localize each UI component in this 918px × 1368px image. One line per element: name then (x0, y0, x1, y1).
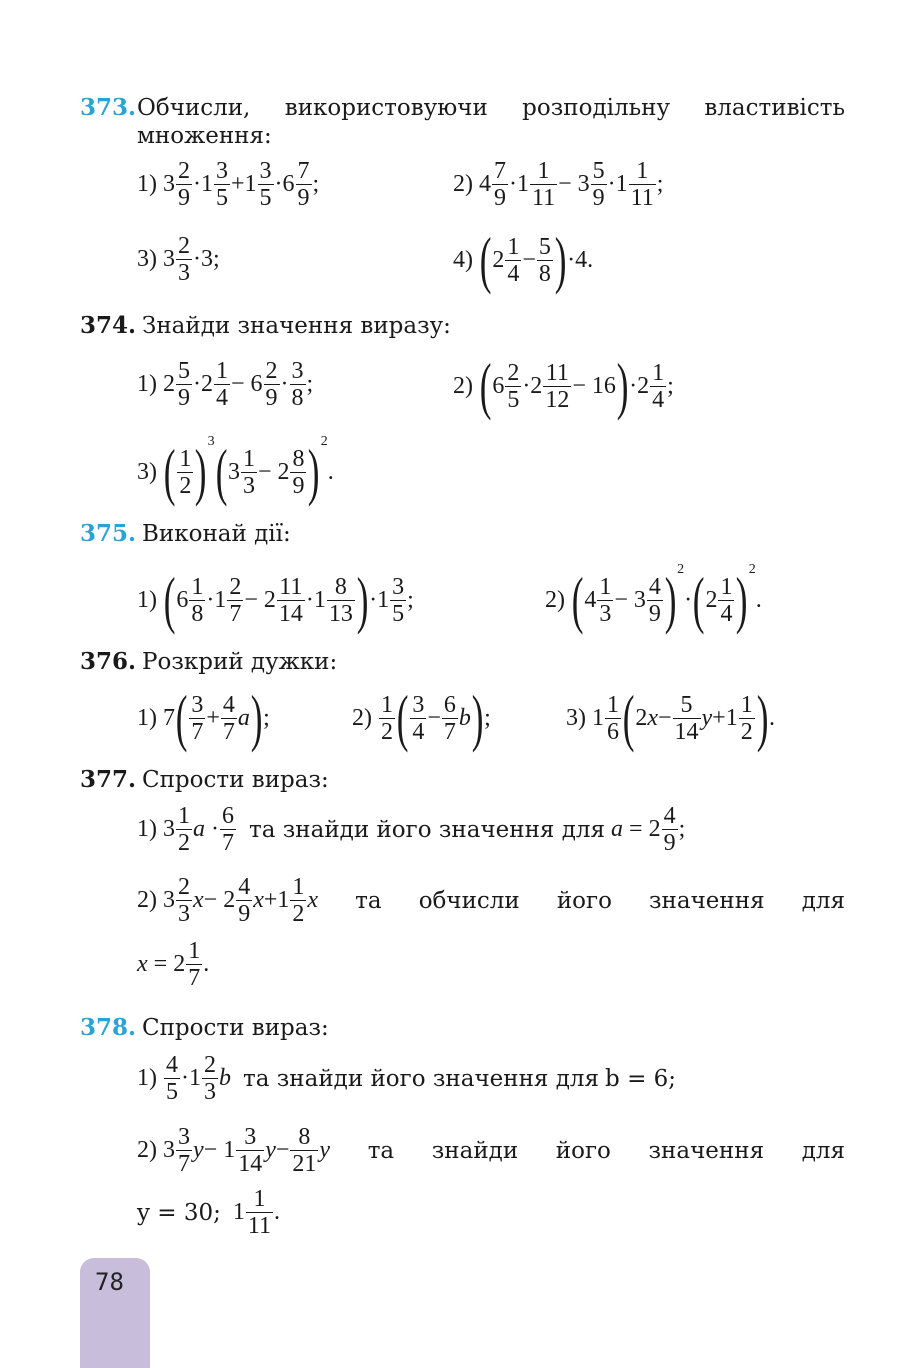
item-label: 2) (137, 887, 157, 913)
item-label: 3) (137, 458, 157, 485)
problem-number: 374. (80, 312, 137, 339)
text-word: та (367, 1137, 395, 1164)
problem-376-header (80, 648, 136, 676)
problem-377-item-2: 2) 3 $\frac{2}{3}$ x − 2 $\frac{4}{9}$ x +1 $\frac{1}{2}$ x та обчисли його значення для (137, 874, 845, 927)
problem-374-header (80, 312, 136, 340)
item-value: b = 6; (605, 1065, 677, 1092)
text-word: та (355, 887, 382, 914)
item-label: 1) (137, 1065, 157, 1091)
page-number: 78 (95, 1268, 124, 1296)
item-label: 2) (453, 372, 473, 399)
item-label: 3) (137, 246, 157, 272)
problem-373-item-1: 1) 3 $\frac{2}{9}$ ·1 $\frac{3}{5}$ +1 $\frac{3}{5}$ ·6 $\frac{7}{9}$ ; (137, 158, 320, 211)
problem-number: 377. (80, 766, 137, 793)
text-word: знайди (431, 1137, 519, 1164)
item-text: та знайди його значення для (249, 816, 606, 843)
problem-375-item-1: 1) ( 6 $\frac{1}{8}$ ·1 $\frac{2}{7}$ − 2 $\frac{11}{14}$ ·1 $\frac{8}{13}$ ) ·1 $\frac{3}{5}$ ; (137, 564, 414, 635)
text-word: значення (648, 1137, 765, 1164)
item-label: 1) (137, 171, 157, 197)
problem-373-item-4: 4) ( 2 $\frac{1}{4}$ − $\frac{5}{8}$ ) ·4. (453, 224, 594, 295)
problem-378-item-1: 1) $\frac{4}{5}$ ·1 $\frac{2}{3}$ b та знайди його значення для b = 6; (137, 1052, 677, 1105)
item-label: 1) (137, 816, 157, 842)
text-word: його (556, 887, 612, 914)
problem-376-item-3: 3) 1 $\frac{1}{6}$ ( 2 x − $\frac{5}{14}$ y +1 $\frac{1}{2}$ ) . (566, 682, 776, 753)
item-label: 2) (545, 586, 565, 613)
problem-374-item-3: 3) ( $\frac{1}{2}$ ) 3 ( 3 $\frac{1}{3}$ − 2 $\frac{8}{9}$ ) 2 . (137, 434, 334, 507)
problem-373-item-3: 3) 3 $\frac{2}{3}$ ·3; (137, 233, 220, 286)
problem-374-text: Знайди значення виразу: (142, 313, 451, 339)
problem-373-item-2: 2) 4 $\frac{7}{9}$ ·1 $\frac{1}{11}$ − 3 $\frac{5}{9}$ ·1 $\frac{1}{11}$ ; (453, 158, 664, 211)
item-label: 1) (137, 371, 157, 397)
text-word: розподільну (522, 95, 670, 121)
problem-373-text-line1 (137, 94, 845, 122)
problem-376-item-2: 2) $\frac{1}{2}$ ( $\frac{3}{4}$ − $\frac{6}{7}$ b ) ; (352, 682, 491, 753)
item-text: та знайди його значення для (243, 1065, 600, 1092)
problem-number: 373. (80, 94, 137, 121)
problem-376-item-1: 1) 7 ( $\frac{3}{7}$ + $\frac{4}{7}$ a ) ; (137, 682, 270, 753)
problem-378-header (80, 1014, 136, 1042)
problem-375-item-2: 2) ( 4 $\frac{1}{3}$ − 3 $\frac{4}{9}$ ) 2 · ( 2 $\frac{1}{4}$ ) 2 . (545, 562, 762, 635)
text-word: використовуючи (284, 95, 488, 121)
problem-377-text: Спрости вираз: (142, 767, 329, 793)
text-word: для (801, 887, 845, 914)
item-value: y = 30; (137, 1199, 221, 1226)
text-word: значення (649, 887, 765, 914)
problem-number: 375. (80, 520, 137, 547)
problem-375-header (80, 520, 136, 548)
problem-377-item-2-value: x = 2 $\frac{1}{7}$ . (137, 938, 210, 991)
problem-373-text-line2: множення: (137, 123, 272, 149)
problem-378-item-2: 2) 3 $\frac{3}{7}$ y − 1 $\frac{3}{14}$ y − $\frac{8}{21}$ y та знайди його значення для (137, 1124, 845, 1177)
problem-376-text: Розкрий дужки: (142, 649, 338, 675)
text-word: обчисли (418, 887, 520, 914)
text-word: для (801, 1137, 845, 1164)
problem-378-text: Спрости вираз: (142, 1015, 329, 1041)
text-word: властивість (704, 95, 845, 121)
problem-375-text: Виконай дії: (142, 521, 291, 547)
text-word: Обчисли, (137, 95, 251, 121)
item-label: 4) (453, 246, 473, 273)
problem-number: 378. (80, 1014, 137, 1041)
item-label: 1) (137, 586, 157, 613)
problem-374-item-1: 1) 2 $\frac{5}{9}$ ·2 $\frac{1}{4}$ − 6 $\frac{2}{9}$ · $\frac{3}{8}$ ; (137, 358, 314, 411)
item-label: 2) (453, 171, 473, 197)
problem-377-item-1: 1) 3 $\frac{1}{2}$ a · $\frac{6}{7}$ та знайди його значення для a = 2 $\frac{4}{9}$ ; (137, 803, 686, 856)
item-label: 3) (566, 704, 586, 731)
problem-377-header (80, 766, 136, 794)
problem-378-item-2-value: y = 30; 1 $\frac{1}{11}$ . (137, 1186, 281, 1239)
item-label: 2) (137, 1137, 157, 1163)
item-label: 2) (352, 704, 372, 731)
problem-374-item-2: 2) ( 6 $\frac{2}{5}$ ·2 $\frac{11}{12}$ − 16 ) ·2 $\frac{1}{4}$ ; (453, 350, 674, 421)
item-label: 1) (137, 704, 157, 731)
text-word: його (555, 1137, 611, 1164)
problem-number: 376. (80, 648, 137, 675)
